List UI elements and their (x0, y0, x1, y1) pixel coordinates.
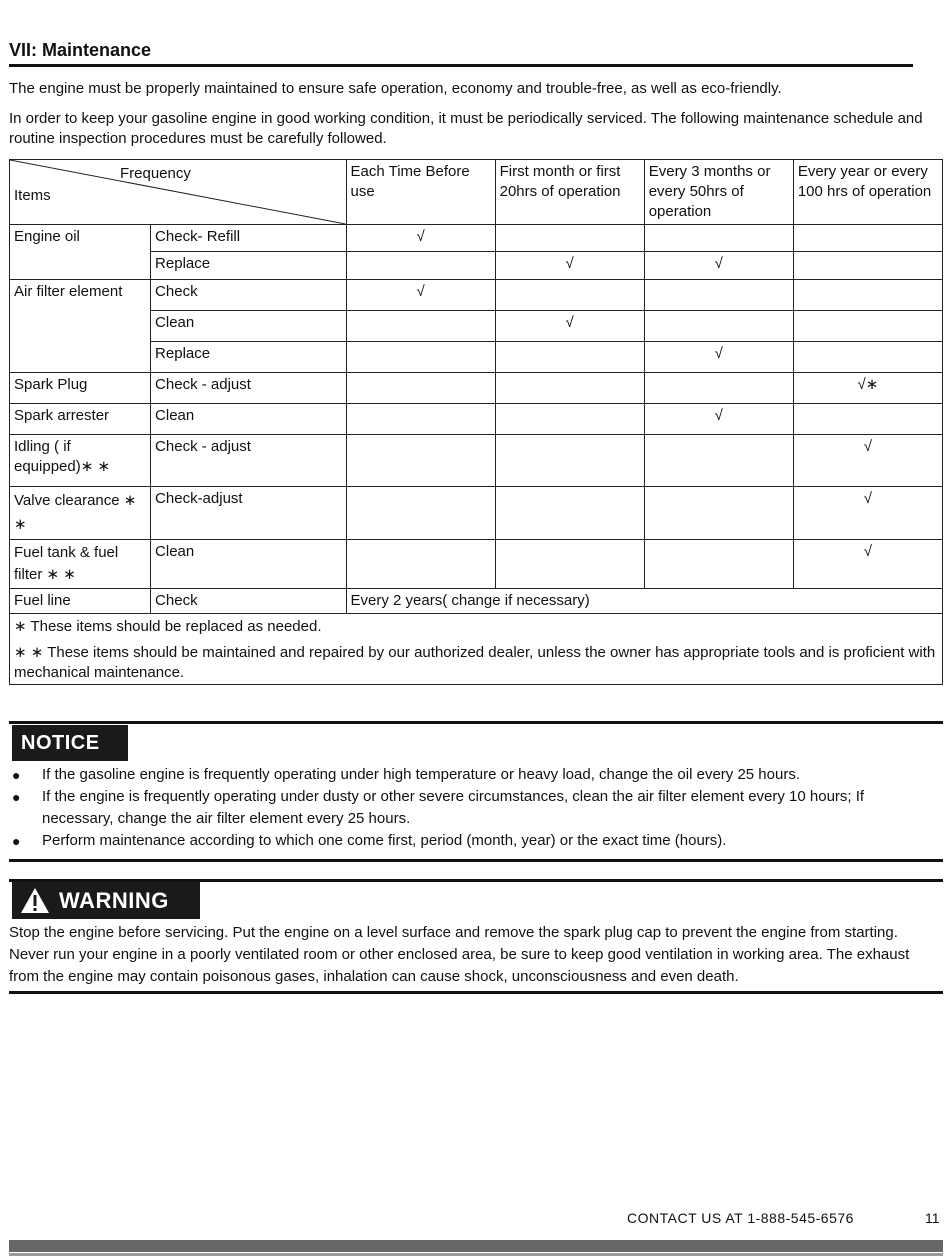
action-cell: Check (151, 589, 346, 614)
service-paragraph: In order to keep your gasoline engine in good working condition, it must be periodically serviced. The following maintenance schedule and routine inspection procedures must be carefully followed. (9, 110, 923, 147)
warning-badge (12, 882, 200, 919)
action-cell: Replace (151, 252, 346, 280)
table-row (10, 280, 943, 311)
maintenance-table (9, 159, 943, 685)
action-cell: Check - adjust (151, 373, 346, 404)
table-row (10, 589, 943, 614)
check-mark: √ (346, 280, 495, 311)
table-header-row (10, 160, 943, 225)
check-mark: √∗ (793, 373, 942, 404)
check-mark: √ (793, 435, 942, 487)
column-header: Each Time Before use (346, 160, 495, 225)
list-item: ● If the gasoline engine is frequently operating under high temperature or heavy load, change the oil every 25 hours. (9, 764, 939, 786)
check-mark: √ (793, 540, 942, 589)
table-row (10, 373, 943, 404)
warning-label: WARNING (59, 888, 169, 913)
action-cell: Check- Refill (151, 225, 346, 252)
section-title: VII: Maintenance (9, 40, 152, 60)
check-mark: √ (793, 487, 942, 540)
action-cell: Clean (151, 540, 346, 589)
action-cell: Check (151, 280, 346, 311)
action-cell: Check-adjust (151, 487, 346, 540)
table-row (10, 487, 943, 540)
item-cell: Spark Plug (10, 373, 151, 404)
item-cell: Idling ( if equipped)∗ ∗ (10, 435, 151, 487)
notice-top-rule (9, 721, 943, 724)
warning-text: Stop the engine before servicing. Put the engine on a level surface and remove the spark plug cap to prevent the engine from starting. Never run your engine in a poorly ventilated room or other enclosed area, be sure to keep good ventilation in working area. The exhaust from the engine may contain poisonous gases, inhalation can cause shock, unconsciousness and even death. (9, 924, 910, 985)
column-header: Every 3 months or every 50hrs of operation (644, 160, 793, 225)
header-items: Items (14, 187, 51, 204)
footnote-row (10, 614, 943, 685)
check-mark: √ (644, 342, 793, 373)
action-cell: Check - adjust (151, 435, 346, 487)
table-row (10, 225, 943, 252)
footnote-double-star: ∗ ∗ These items should be maintained and repaired by our authorized dealer, unless the owner has appropriate tools and is proficient with mechanical maintenance. (14, 644, 936, 681)
item-cell: Air filter element (10, 280, 151, 373)
contact-footer: CONTACT US AT 1-888-545-6576 (627, 1210, 854, 1226)
item-cell: Valve clearance ∗ ∗ (10, 487, 151, 540)
action-cell: Clean (151, 404, 346, 435)
warning-triangle-icon (20, 887, 50, 914)
title-rule (9, 64, 913, 67)
bullet-icon: ● (12, 833, 21, 849)
header-frequency: Frequency (120, 165, 191, 182)
action-cell: Replace (151, 342, 346, 373)
table-row (10, 540, 943, 589)
check-mark: √ (346, 225, 495, 252)
fuel-line-frequency: Every 2 years( change if necessary) (346, 589, 943, 614)
header-diagonal-cell (10, 160, 347, 225)
item-cell: Engine oil (10, 225, 151, 280)
page-number: 11 (925, 1210, 940, 1226)
column-header: First month or first 20hrs of operation (495, 160, 644, 225)
check-mark: √ (644, 252, 793, 280)
table-row (10, 435, 943, 487)
check-mark: √ (644, 404, 793, 435)
action-cell: Clean (151, 311, 346, 342)
bullet-icon: ● (12, 789, 21, 805)
notice-badge: NOTICE (12, 725, 128, 761)
check-mark: √ (495, 252, 644, 280)
footer-bar-thin (9, 1253, 943, 1256)
check-mark: √ (495, 311, 644, 342)
footer-bar (9, 1240, 943, 1252)
notice-bottom-rule (9, 859, 943, 862)
list-item: ● If the engine is frequently operating under dusty or other severe circumstances, clean the air filter element every 10 hours; If necessary, change the air filter element every 25 hours. (12, 788, 865, 827)
list-item: ● Perform maintenance according to which one come first, period (month, year) or the exact time (hours). (9, 830, 939, 852)
table-row (10, 404, 943, 435)
notice-list (9, 764, 939, 852)
item-cell: Fuel tank & fuel filter ∗ ∗ (10, 540, 151, 589)
item-cell: Fuel line (10, 589, 151, 614)
item-cell: Spark arrester (10, 404, 151, 435)
warning-bottom-rule (9, 991, 943, 994)
intro-paragraph: The engine must be properly maintained to ensure safe operation, economy and trouble-free, as well as eco-friendly. (9, 80, 782, 97)
footnote-single-star: ∗ These items should be replaced as needed. (14, 618, 322, 635)
bullet-icon: ● (12, 767, 21, 783)
column-header: Every year or every 100 hrs of operation (793, 160, 942, 225)
